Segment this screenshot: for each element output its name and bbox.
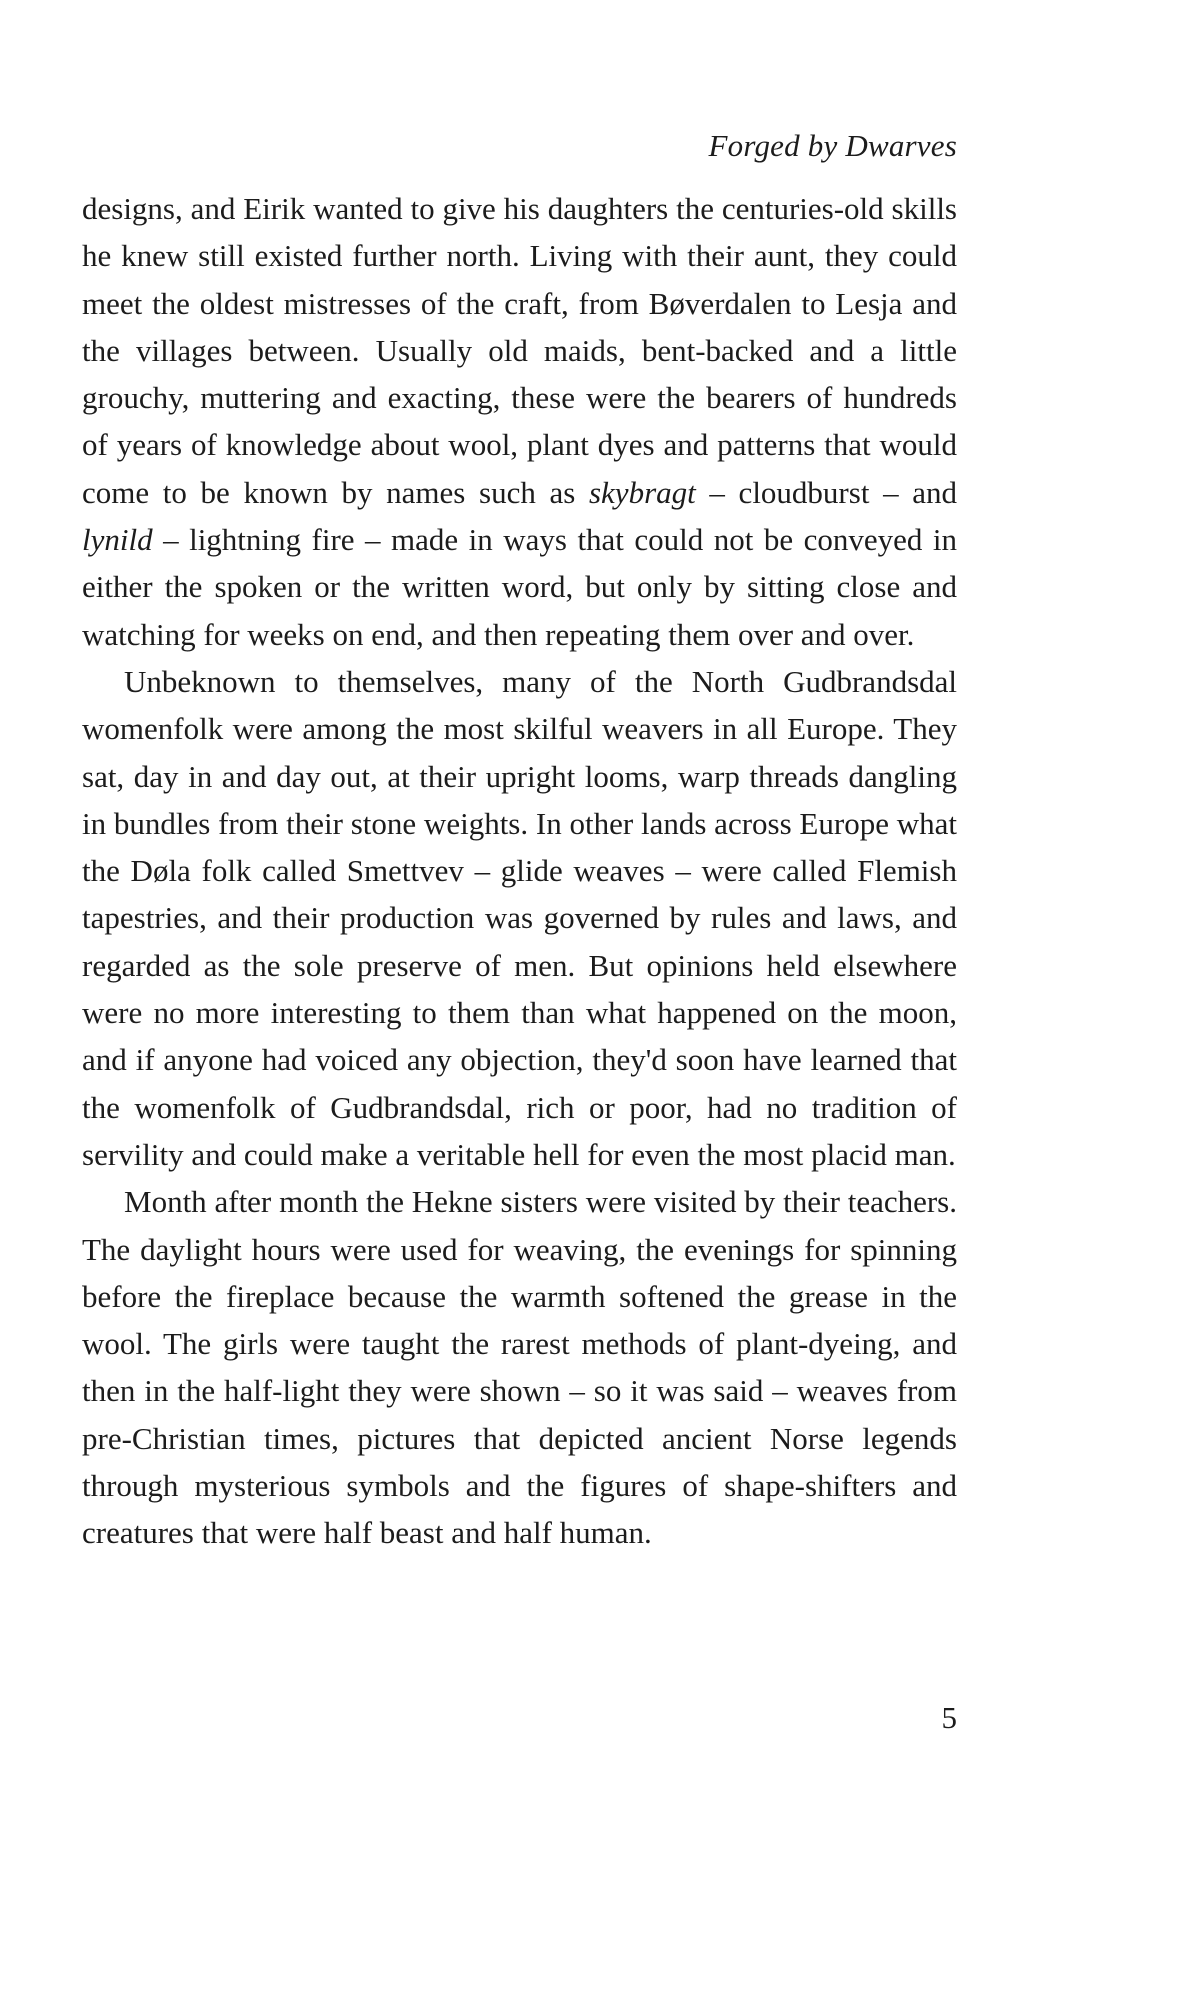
paragraph-1-part-1: designs, and Eirik wanted to give his daughters the centuries-old skills he knew still existed further north. Living with their aunt, they could meet the oldest mistresses of the craft, from Bøverdalen to Lesja and the villages between. Usually old maids, bent-backed and a little grouchy, muttering and exacting, these were the bearers of hundreds of years of knowledge about wool, plant dyes and patterns that would come to be known by names such as: [82, 191, 957, 510]
paragraph-1-part-3: – lightning fire – made in ways that could not be conveyed in either the spoken or the written word, but only by sitting close and watching for weeks on end, and then repeating them over and over.: [82, 522, 957, 652]
term-lynild: lynild: [82, 522, 153, 558]
paragraph-3: Month after month the Hekne sisters were visited by their teachers. The daylight hours were used for weaving, the evenings for spinning before the fireplace because the warmth softened the grease in the wool. The girls were taught the rarest methods of plant-dyeing, and then in the half-light they were shown – so it was said – weaves from pre-Christian times, pictures that depicted ancient Norse legends through mysterious symbols and the figures of shape-shifters and creatures that were half beast and half human.: [82, 1184, 957, 1551]
running-head: Forged by Dwarves: [708, 128, 957, 163]
term-skybragt: skybragt: [588, 474, 696, 510]
page-number: 5: [941, 1700, 957, 1735]
paragraph-1: [82, 185, 957, 658]
body-text: [82, 185, 957, 1557]
paragraph-2: Unbeknown to themselves, many of the North Gudbrandsdal womenfolk were among the most skilful weavers in all Europe. They sat, day in and day out, at their upright looms, warp threads dangling in bundles from their stone weights. In other lands across Europe what the Døla folk called Smettvev – glide weaves – were called Flemish tapestries, and their production was governed by rules and laws, and regarded as the sole preserve of men. But opinions held elsewhere were no more interesting to them than what happened on the moon, and if anyone had voiced any objection, they'd soon have learned that the womenfolk of Gudbrandsdal, rich or poor, had no tradition of servility and could make a veritable hell for even the most placid man.: [82, 663, 957, 1172]
paragraph-1-part-2: – cloudburst – and: [695, 474, 958, 510]
